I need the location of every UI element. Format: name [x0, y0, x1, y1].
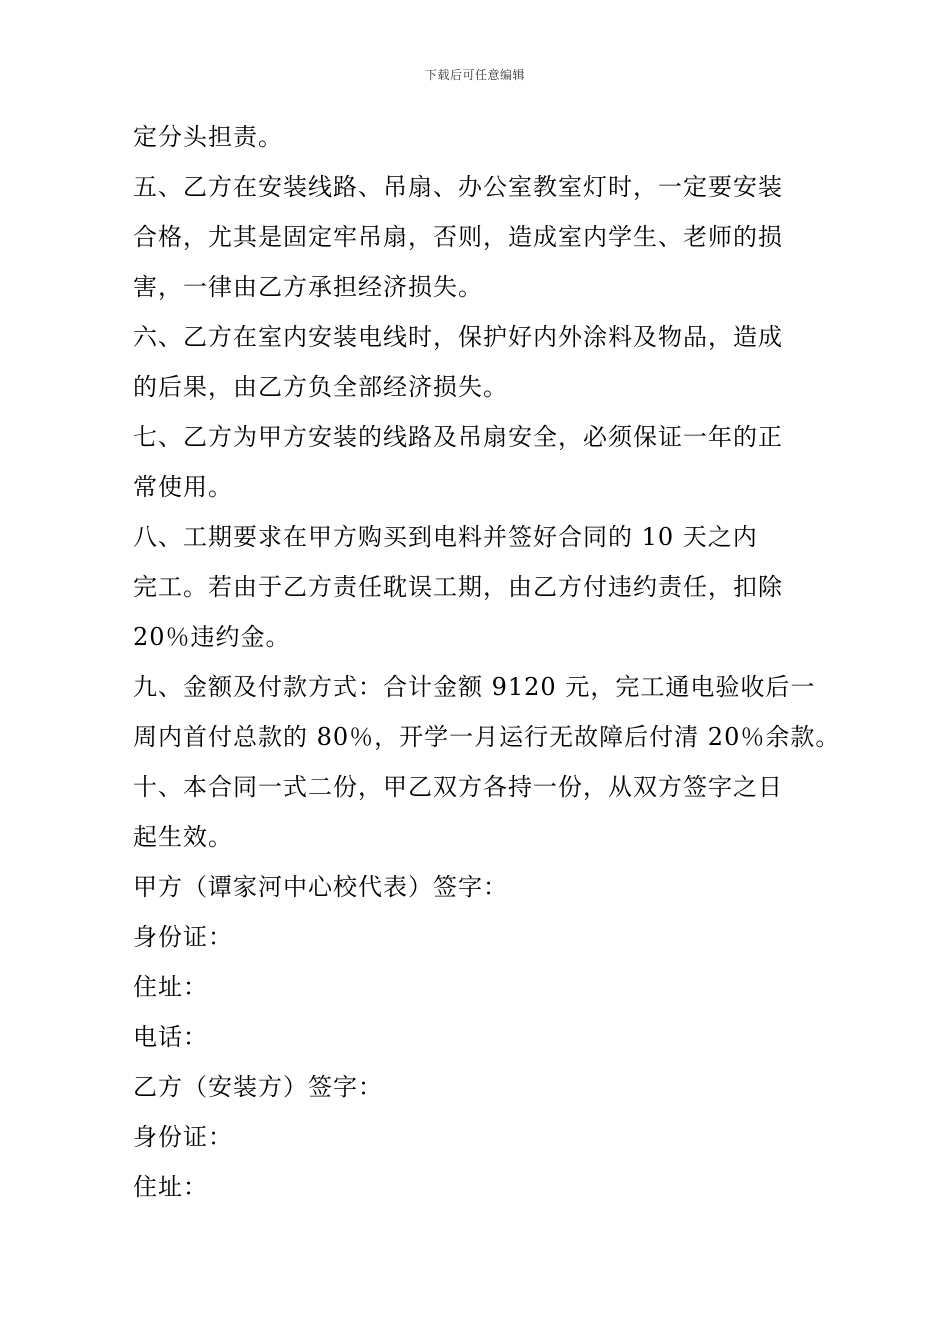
- header-note: 下载后可任意编辑: [424, 68, 525, 82]
- text-line: 定分头担责。: [133, 123, 283, 151]
- phone-label: 电话：: [133, 1023, 208, 1051]
- signature-party-b-label: 乙方（安装方）签字：: [133, 1073, 383, 1101]
- text-line: 合格，尤其是固定牢吊扇，否则，造成室内学生、老师的损: [133, 223, 783, 251]
- text-line: 九、金额及付款方式：合计金额 9120 元，完工通电验收后一: [133, 673, 816, 701]
- signature-party-a-label: 甲方（谭家河中心校代表）签字：: [133, 873, 508, 901]
- contract-body: [133, 112, 841, 1212]
- id-card-label: 身份证：: [133, 1123, 233, 1151]
- text-line: 五、乙方在安装线路、吊扇、办公室教室灯时，一定要安装: [133, 173, 783, 201]
- text-line: 六、乙方在室内安装电线时，保护好内外涂料及物品，造成: [133, 323, 783, 351]
- text-line: 的后果，由乙方负全部经济损失。: [133, 373, 508, 401]
- address-label: 住址：: [133, 1173, 208, 1201]
- text-line: 20％违约金。: [133, 623, 291, 651]
- text-line: 完工。若由于乙方责任耽误工期，由乙方付违约责任，扣除: [133, 573, 783, 601]
- text-line: 害，一律由乙方承担经济损失。: [133, 273, 483, 301]
- address-label: 住址：: [133, 973, 208, 1001]
- text-line: 十、本合同一式二份，甲乙双方各持一份，从双方签字之日: [133, 773, 783, 801]
- text-line: 七、乙方为甲方安装的线路及吊扇安全，必须保证一年的正: [133, 423, 783, 451]
- text-line: 常使用。: [133, 473, 233, 501]
- text-line: 周内首付总款的 80％，开学一月运行无故障后付清 20％余款。: [133, 723, 841, 751]
- id-card-label: 身份证：: [133, 923, 233, 951]
- text-line: 起生效。: [133, 823, 233, 851]
- text-line: 八、工期要求在甲方购买到电料并签好合同的 10 天之内: [133, 523, 758, 551]
